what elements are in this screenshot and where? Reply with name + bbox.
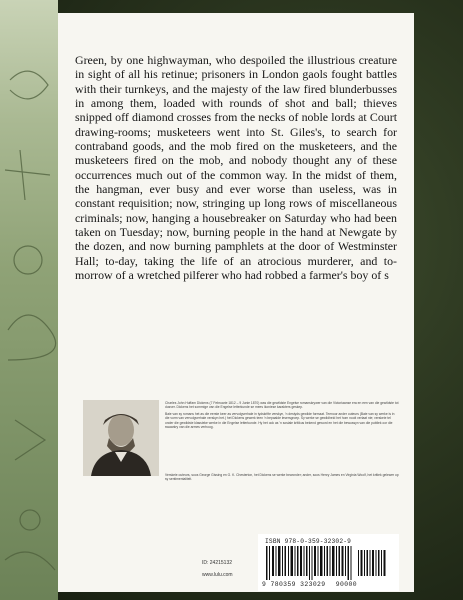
ornament-graphic [0,0,58,600]
author-portrait [83,400,159,476]
barcode-digits-main: 9 780359 323029 [262,581,326,588]
author-bio-extra [165,473,399,482]
barcode-digits [262,581,357,588]
isbn-label: ISBN 978-0-359-32302-9 [265,538,352,545]
excerpt-text: Green, by one highwayman, who despoiled the illustrious creature in sight of all his retinue; prisoners in London gaols fought battles with their turnkeys, and the majesty of the law fired blunderbusses in among them, loaded with rounds of shot and ball; thieves snipped off diamond crosses from the necks of noble lords at Court drawing-rooms; musketeers went into St. Giles's, to search for contraband goods, and the mob fired on the musketeers, and the musketeers fired on the mob, and nobody thought any of these occurrences much out of the common way. In the midst of them, the hangman, ever busy and ever worse than useless, was in constant requisition; now, stringing up long rows of miscellaneous criminals; now, hanging a housebreaker on Saturday who had been taken on Tuesday; now, burning people in the hand at Newgate by the dozen, and now burning pamphlets at the door of Westminster Hall; to-day, taking the life of an atrocious murderer, and to-morrow of a wretched pilferer who had robbed a farmer's boy of s [75,53,397,283]
bio-paragraph: Charles John Huffam Dickens (7 Februarie 1812 – 9 Junie 1870) was die gewildste Engelse romanskrywer van die Victoriaanse era en een van die gewildste tot dusver. Dickens het sommige van die Engelse letterkunde se mees ikoniese karakters geskep. [165,401,399,410]
decorative-side-strip [0,0,58,600]
bio-paragraph: Baie van sy romans het as die eerste keer as vervolgverhale in tydskrifte verskyn, 'n destyds gewilde formaat. Teenoor ander outeurs (Baie van sy werke is in die vorm van vervolgverhale verskyn het.) het Dickens gewerk teen 'n bepaalde lesersgroep. Sy werke se gewildheid het hom nooit verlaat nie; verskeie tel onder die gewildste klassieke werke in die Engelse letterkunde. Hy het ook as 'n sosiale kritikus bekend geword en het die bewussyn van die publiek oor die swaarkry van die armes verhoog. [165,412,395,430]
bio-paragraph: Verskeie outeurs, soos George Gissing en G. K. Chesterton, het Dickens se werke bewonder; ander, soos Henry James en Virginia Woolf, het kritiek gelewer op sy sentimentaliteit. [165,473,399,482]
barcode-icon [266,546,392,580]
back-cover-panel [58,13,414,592]
book-id: ID: 24215132 [202,560,233,566]
author-bio [165,401,399,432]
barcode-digits-addon: 90000 [335,581,357,588]
publisher-url: www.lulu.com [202,572,233,578]
isbn-barcode-block [258,534,399,591]
portrait-icon [83,400,159,476]
